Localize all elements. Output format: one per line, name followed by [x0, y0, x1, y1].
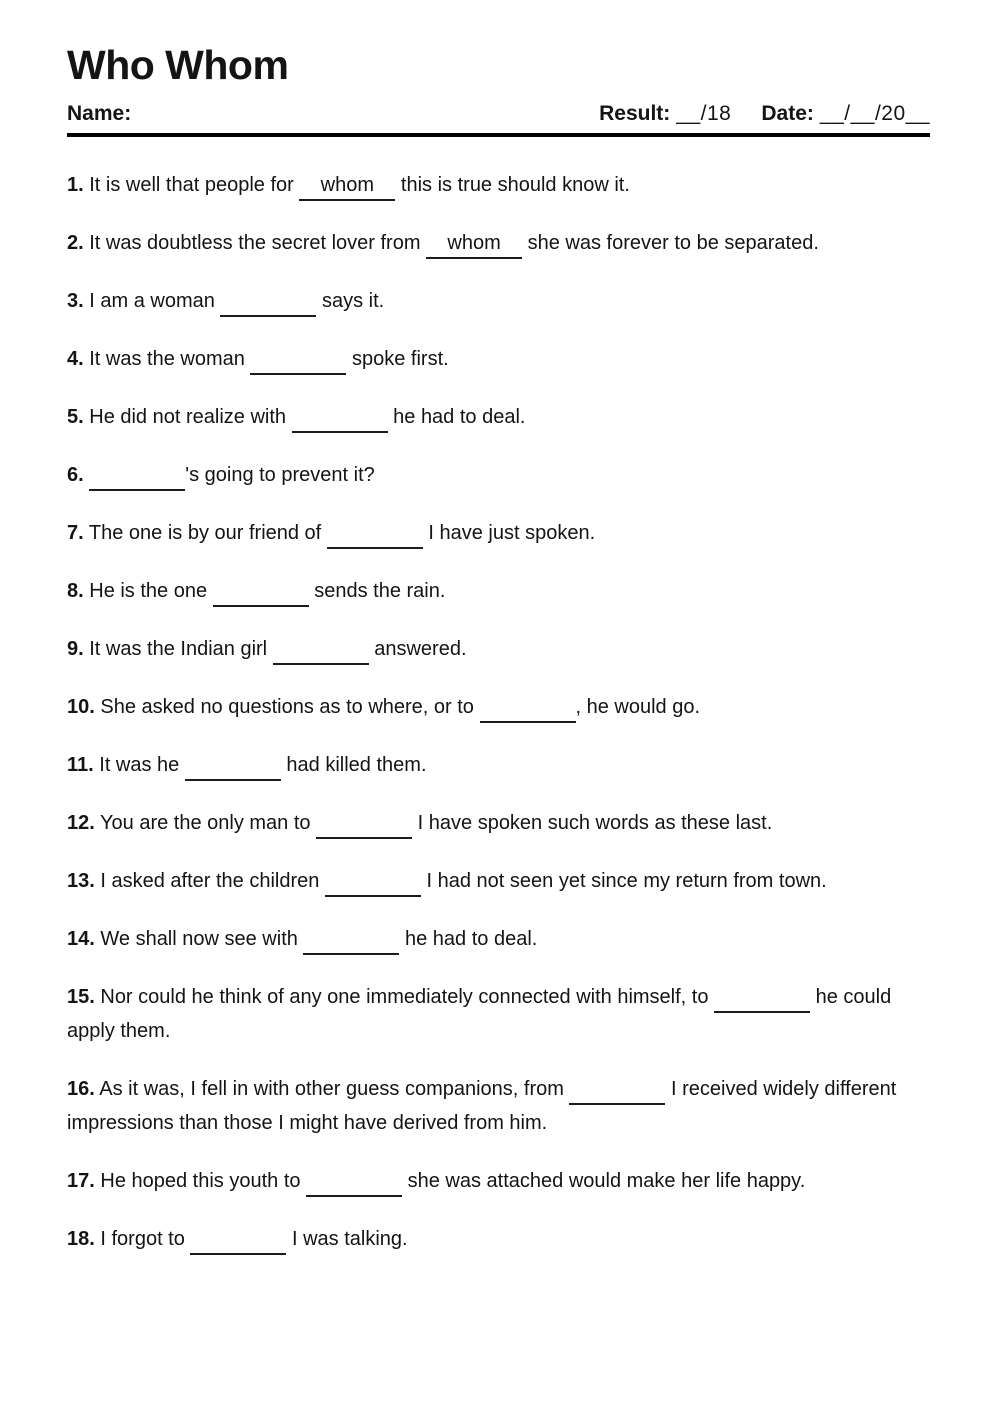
item-number: 18.	[67, 1228, 95, 1251]
exercise-item: 16. As it was, I fell in with other guess companions, from I received widely different impressions than those I might have derived from him.	[67, 1078, 897, 1135]
exercise-item: 10. She asked no questions as to where, or to , he would go.	[67, 690, 930, 724]
exercise-item: 8. He is the one sends the rain.	[67, 574, 930, 608]
meta-row	[67, 102, 930, 125]
answer-blank-filled[interactable]: whom	[426, 231, 522, 259]
item-number: 7.	[67, 522, 84, 545]
answer-blank[interactable]	[220, 289, 316, 317]
answer-blank[interactable]	[325, 869, 421, 897]
exercise-item: 7. The one is by our friend of I have just spoken.	[67, 516, 930, 550]
exercise-item: 18. I forgot to I was talking.	[67, 1222, 930, 1256]
answer-blank[interactable]	[273, 637, 369, 665]
name-label: Name:	[67, 102, 132, 126]
answer-blank-filled[interactable]: whom	[299, 173, 395, 201]
exercise-item: 3. I am a woman says it.	[67, 284, 930, 318]
result-value: __/18	[676, 102, 732, 126]
exercise-item: 9. It was the Indian girl answered.	[67, 632, 930, 666]
answer-blank[interactable]	[327, 521, 423, 549]
date-field	[761, 102, 930, 125]
item-number: 8.	[67, 580, 84, 603]
answer-blank[interactable]	[89, 463, 185, 491]
answer-blank[interactable]	[303, 927, 399, 955]
answer-blank[interactable]	[213, 579, 309, 607]
answer-blank[interactable]	[306, 1169, 402, 1197]
answer-blank[interactable]	[185, 753, 281, 781]
exercise-item: 2. It was doubtless the secret lover from whom she was forever to be separated.	[67, 226, 930, 260]
answer-blank[interactable]	[250, 347, 346, 375]
page-title: Who Whom	[67, 42, 289, 88]
item-number: 12.	[67, 812, 95, 835]
exercise-item: 15. Nor could he think of any one immediately connected with himself, to he could apply them.	[67, 986, 892, 1043]
result-label: Result:	[599, 102, 671, 126]
item-number: 5.	[67, 406, 84, 429]
exercise-item: 17. He hoped this youth to she was attached would make her life happy.	[67, 1164, 930, 1198]
header-divider	[67, 133, 930, 137]
exercise-item: 5. He did not realize with he had to deal.	[67, 400, 930, 434]
answer-blank[interactable]	[714, 985, 810, 1013]
exercise-item: 12. You are the only man to I have spoken such words as these last.	[67, 806, 930, 840]
exercise-item: 13. I asked after the children I had not seen yet since my return from town.	[67, 864, 930, 898]
date-label: Date:	[761, 102, 814, 126]
item-number: 17.	[67, 1170, 95, 1193]
item-number: 11.	[67, 754, 94, 777]
item-number: 6.	[67, 464, 84, 487]
exercise-item: 4. It was the woman spoke first.	[67, 342, 930, 376]
answer-blank[interactable]	[569, 1077, 665, 1105]
item-number: 9.	[67, 638, 84, 661]
item-number: 1.	[67, 174, 84, 197]
result-field	[599, 102, 731, 125]
exercise-item: 1. It is well that people for whom this is true should know it.	[67, 168, 930, 202]
item-number: 2.	[67, 232, 84, 255]
answer-blank[interactable]	[316, 811, 412, 839]
date-value: __/__/20__	[819, 102, 930, 126]
exercise-item: 6. 's going to prevent it?	[67, 458, 930, 492]
answer-blank[interactable]	[292, 405, 388, 433]
item-number: 14.	[67, 928, 95, 951]
item-number: 10.	[67, 696, 95, 719]
meta-right	[599, 102, 930, 125]
exercise-list	[67, 168, 930, 1256]
item-number: 4.	[67, 348, 84, 371]
item-number: 3.	[67, 290, 84, 313]
exercise-item: 11. It was he had killed them.	[67, 748, 930, 782]
answer-blank[interactable]	[190, 1227, 286, 1255]
item-number: 13.	[67, 870, 95, 893]
item-number: 15.	[67, 986, 95, 1009]
answer-blank[interactable]	[480, 695, 576, 723]
exercise-item: 14. We shall now see with he had to deal.	[67, 922, 930, 956]
item-number: 16.	[67, 1078, 95, 1101]
